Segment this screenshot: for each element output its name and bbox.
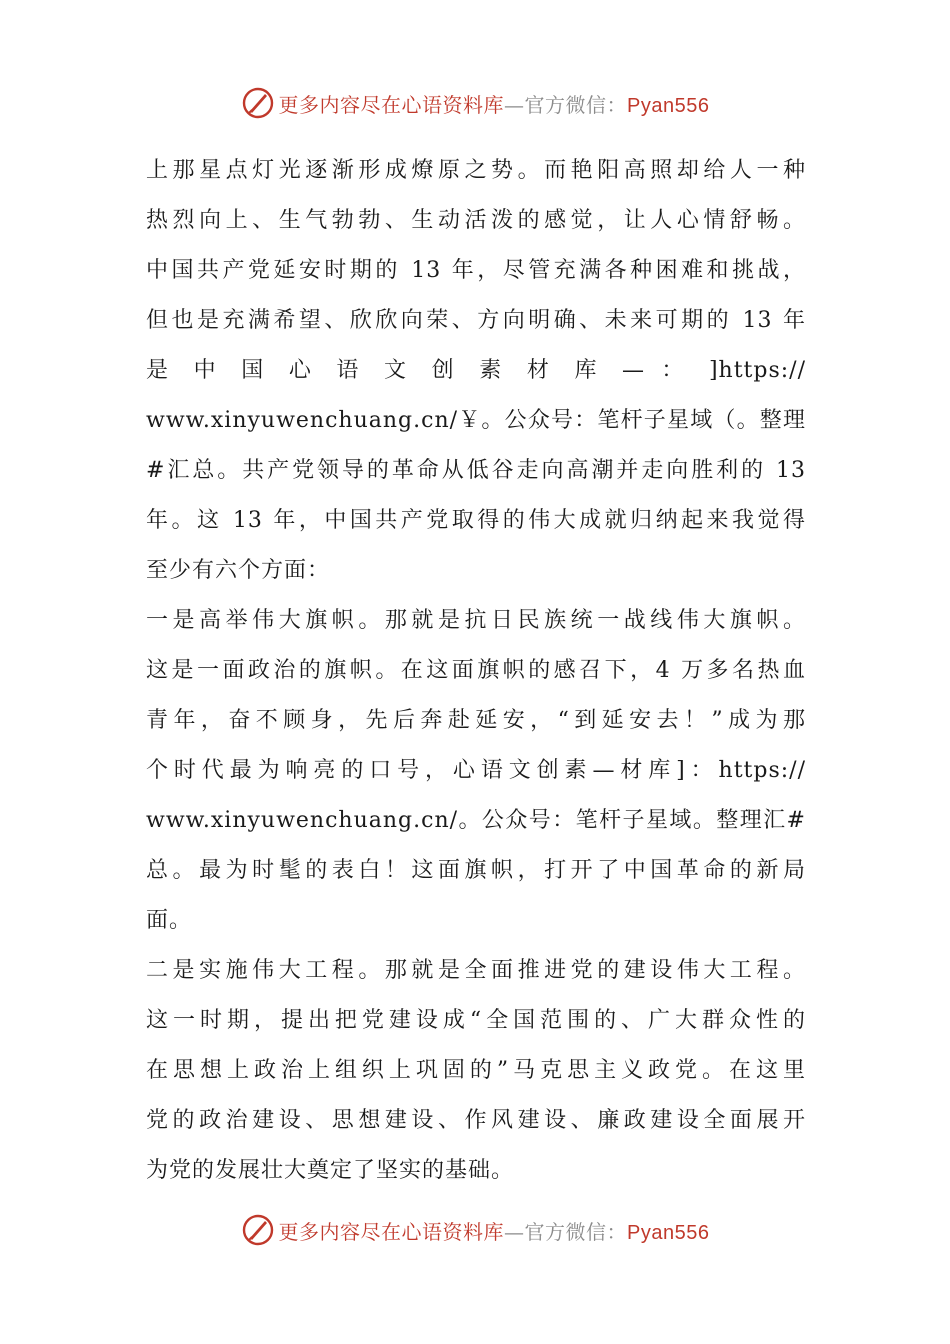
body-line: 面。 (146, 908, 193, 933)
header-official-label: 官方微信： (524, 92, 628, 117)
header-site-name: 更多内容尽在心语资料库 (278, 92, 505, 117)
body-line: 年。这 13 年，中国共产党取得的伟大成就归纳起来我觉得 (146, 508, 806, 533)
quill-logo-icon (241, 86, 275, 120)
quill-logo-icon (241, 1213, 275, 1247)
footer-text (279, 1216, 710, 1245)
body-line: 至少有六个方面： (146, 558, 331, 583)
header-wechat-id: Pyan556 (627, 94, 710, 117)
body-line: 青年，奋不顾身，先后奔赴延安，“到延安去！”成为那 (146, 708, 806, 733)
body-line: 个时代最为响亮的口号，心语文创素—材库]：https:// (146, 758, 806, 783)
body-line: www.xinyuwenchuang.cn/。公众号：笔杆子星域。整理汇# (146, 808, 806, 833)
body-line: 一是高举伟大旗帜。那就是抗日民族统一战线伟大旗帜。 (146, 608, 806, 633)
document-body (146, 146, 806, 1196)
footer-banner (0, 1210, 950, 1250)
body-line: 中国共产党延安时期的 13 年，尽管充满各种困难和挑战， (146, 258, 806, 283)
header-text (279, 89, 710, 118)
body-line: 二是实施伟大工程。那就是全面推进党的建设伟大工程。 (146, 958, 806, 983)
body-line: 总。最为时髦的表白！这面旗帜，打开了中国革命的新局 (146, 858, 806, 883)
body-line: 这是一面政治的旗帜。在这面旗帜的感召下，4 万多名热血 (146, 658, 806, 683)
header-separator: — (504, 92, 525, 117)
body-line: 这一时期，提出把党建设成“全国范围的、广大群众性的 (146, 1008, 806, 1033)
body-line: www.xinyuwenchuang.cn/￥。公众号：笔杆子星域（。整理 (146, 408, 806, 433)
header-banner (0, 83, 950, 123)
body-line: 为党的发展壮大奠定了坚实的基础。 (146, 1158, 515, 1183)
footer-site-name: 更多内容尽在心语资料库 (278, 1219, 505, 1244)
body-line: 热烈向上、生气勃勃、生动活泼的感觉，让人心情舒畅。 (146, 208, 806, 233)
body-line: 上那星点灯光逐渐形成燎原之势。而艳阳高照却给人一种 (146, 158, 806, 183)
body-line: 是 中 国 心 语 文 创 素 材 库 — ： ]https:// (146, 358, 806, 383)
body-line: 但也是充满希望、欣欣向荣、方向明确、未来可期的 13 年 (146, 308, 806, 333)
body-line: 党的政治建设、思想建设、作风建设、廉政建设全面展开 (146, 1108, 806, 1133)
footer-wechat-id: Pyan556 (627, 1221, 710, 1244)
body-line: 在思想上政治上组织上巩固的”马克思主义政党。在这里 (146, 1058, 806, 1083)
footer-official-label: 官方微信： (524, 1219, 628, 1244)
footer-separator: — (504, 1219, 525, 1244)
body-line: #汇总。共产党领导的革命从低谷走向高潮并走向胜利的 13 (146, 458, 806, 483)
